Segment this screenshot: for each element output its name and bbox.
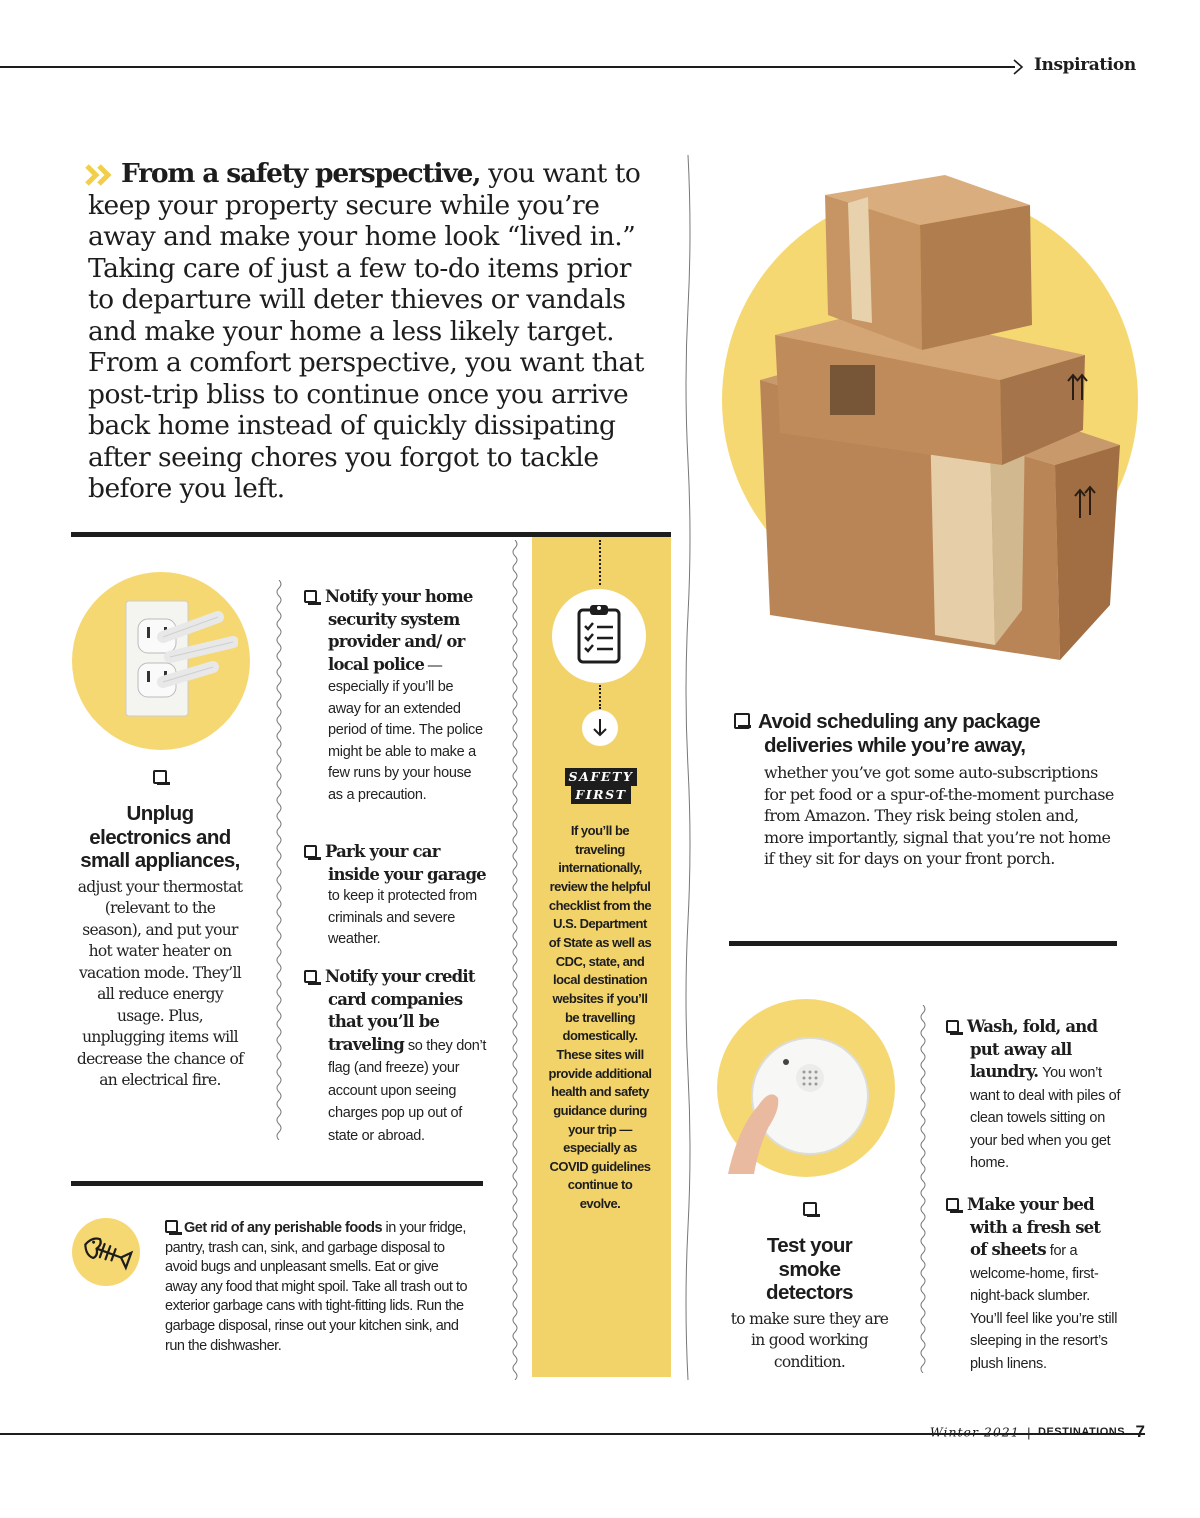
section-rule-right: [729, 941, 1117, 946]
header-rule: [0, 66, 1015, 68]
wavy-divider-mid: [510, 540, 520, 1380]
smoke-detectors-head: Test your smoke detectors: [766, 1234, 853, 1304]
smoke-detector-photo: [718, 1018, 878, 1174]
laundry-head: Wash, fold, and put away all laundry.: [967, 1017, 1098, 1081]
unplug-body: adjust your thermostat (relevant to the season), and put your hot water heater on vacation mode. They’ll all reduce energy usage. Plus, unplugging items will decrease the chance of an electrical fire.: [76, 877, 244, 1089]
notify-security-head: Notify your home security system provider and/ or local police: [325, 587, 473, 674]
dotted-line-top: [599, 540, 601, 585]
checkbox-icon[interactable]: [304, 970, 317, 983]
notify-security-item: [304, 586, 489, 806]
unplug-head: Unplug electronics and small appliances,: [80, 802, 240, 872]
smoke-detectors-item: [722, 1202, 897, 1373]
intro-lead: From a safety perspective,: [121, 158, 481, 189]
safety-first-text: If you’ll be traveling internationally, review the helpful checklist from the U.S. Department of State as well as CDC, state, and local destination websites if you’ll be travelling domestically. These sites will provide additional health and safety guidance during your trip — especially as COVID guidelines continue to evolve.: [548, 823, 652, 1212]
perishable-item: [165, 1219, 470, 1356]
clipboard-checklist-icon: [574, 602, 624, 666]
intro-paragraph: [88, 158, 658, 505]
make-bed-head: Make your bed with a fresh set of sheets: [967, 1195, 1101, 1259]
dotted-line-mid: [599, 685, 601, 709]
checkbox-icon[interactable]: [304, 590, 317, 603]
fish-bone-icon: [78, 1230, 134, 1274]
checkbox-icon[interactable]: [803, 1202, 817, 1216]
chevron-right-icon: [1010, 58, 1026, 76]
perishable-head: Get rid of any perishable foods: [184, 1220, 383, 1236]
package-deliveries-item: [734, 710, 1114, 870]
notify-security-body: especially if you’ll be away for an extended period of time. The police might be able to make a few runs by your house as a precaution.: [328, 679, 483, 803]
page-number: 7: [1135, 1422, 1145, 1441]
smoke-detectors-body: to make sure they are in good working condition.: [730, 1309, 889, 1371]
notify-security-dash: —: [424, 657, 442, 674]
make-bed-item: [946, 1194, 1121, 1375]
perishable-body: in your fridge, pantry, trash can, sink, and garbage disposal to avoid bugs and unpleasant smells. Eat or give away any food that might spoil. Take all trash out to exterior garbage cans with tight-fitting lids. Run the garbage disposal, rinse out your kitchen sink, and run the dishwasher.: [165, 1220, 468, 1354]
notify-credit-head: Notify your credit card companies that you’ll be traveling: [325, 967, 475, 1054]
checkbox-icon[interactable]: [165, 1220, 178, 1233]
park-car-body: to keep it protected from criminals and severe weather.: [328, 888, 477, 947]
laundry-item: [946, 1016, 1121, 1175]
notify-credit-item: [304, 966, 489, 1147]
package-deliveries-head: Avoid scheduling any package deliveries while you’re away,: [758, 710, 1041, 757]
checkbox-icon[interactable]: [304, 845, 317, 858]
park-car-head: Park your car inside your garage: [325, 842, 486, 884]
arrow-down-icon: [590, 716, 610, 740]
make-bed-body: for a welcome-home, first-night-back slumber. You’ll feel like you’re still sleeping in the resort’s plush linens.: [970, 1243, 1118, 1372]
section-label: Inspiration: [1034, 55, 1136, 75]
safety-first-label-line2: FIRST: [571, 786, 630, 804]
notify-credit-body: so they don’t flag (and freeze) your account upon seeing charges pop up out of state or abroad.: [328, 1037, 487, 1144]
power-outlet-photo: [118, 597, 238, 722]
safety-first-label: [563, 768, 639, 804]
intro-text: you want to keep your property secure while you’re away and make your home look “lived in.” Taking care of just a few to-do items prior to departure will deter thieves or vandals and make your home a less likely target. From a comfort perspective, you want that post-trip bliss to continue once you arrive back home instead of quickly dissipating after seeing chores you forgot to tackle before you left.: [88, 158, 644, 504]
section-rule-perishables: [71, 1181, 483, 1186]
unplug-item: [75, 770, 245, 1092]
checkbox-icon[interactable]: [734, 713, 750, 729]
checkbox-icon[interactable]: [946, 1198, 959, 1211]
park-car-item: [304, 841, 489, 951]
magazine-name: DESTINATIONS: [1038, 1426, 1126, 1438]
checkbox-icon[interactable]: [946, 1020, 959, 1033]
package-boxes-photo: [740, 165, 1140, 665]
laundry-body: You won’t want to deal with piles of clean towels sitting on your bed when you get home.: [970, 1065, 1121, 1171]
wavy-divider-left: [274, 580, 284, 1140]
issue-date: Winter 2021: [929, 1424, 1020, 1440]
folio-separator: |: [1027, 1424, 1031, 1440]
wavy-divider-center: [683, 155, 693, 1380]
checkbox-icon[interactable]: [153, 770, 167, 784]
safety-first-label-line1: SAFETY: [565, 768, 638, 786]
package-deliveries-body: whether you’ve got some auto-subscriptions for pet food or a spur-of-the-moment purchase from Amazon. They risk being stolen and, more importantly, signal that you’re not home if they sit for days on your front porch.: [764, 763, 1114, 868]
wavy-divider-right: [918, 1005, 928, 1373]
folio: [900, 1422, 1145, 1442]
